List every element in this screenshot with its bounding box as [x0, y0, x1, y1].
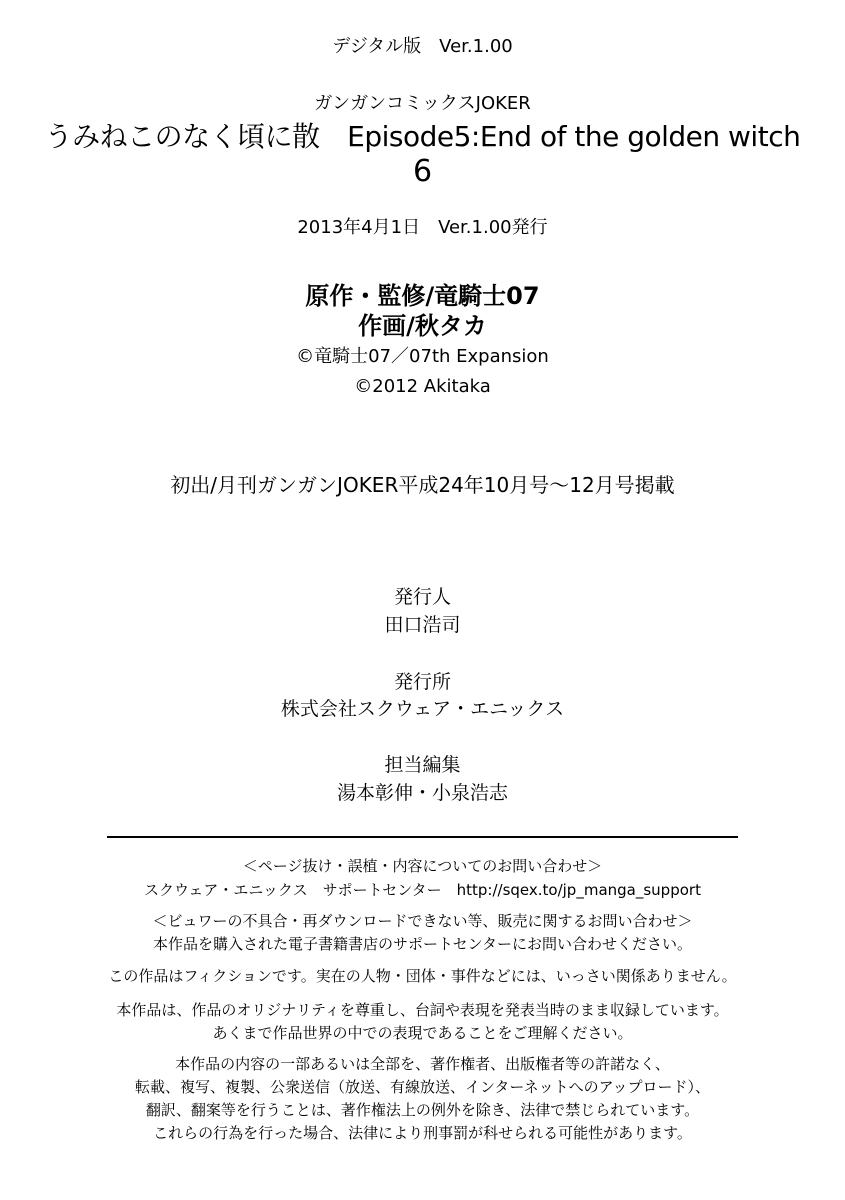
publisher-label: 発行人 [393, 586, 451, 608]
divider [107, 836, 738, 838]
original-credit: 原作・監修/竜騎士07 [305, 282, 540, 310]
viewer-header: ＜ビュワーの不具合・再ダウンロードできない等、販売に関するお問い合わせ＞ [152, 912, 693, 930]
volume-number: 6 [412, 154, 433, 189]
copyright-notice-1: 本作品の内容の一部あるいは全部を、著作権者、出版権者等の許諾なく、 [175, 1055, 670, 1073]
originality-notice-2: あくまで作品世界の中での表現であることをご理解ください。 [212, 1024, 633, 1042]
company-label: 発行所 [393, 671, 451, 693]
copyright-line-1: ©竜騎士07／07th Expansion [296, 346, 549, 367]
edition-label: デジタル版 Ver.1.00 [332, 36, 513, 57]
publisher-name: 田口浩司 [384, 614, 461, 636]
first-appearance: 初出/月刊ガンガンJOKER平成24年10月号～12月号掲載 [170, 473, 675, 497]
fiction-notice: この作品はフィクションです。実在の人物・団体・事件などには、いっさい関係ありません。 [108, 967, 737, 985]
editor-label: 担当編集 [384, 754, 461, 776]
inquiry-header: ＜ページ抜け・誤植・内容についてのお問い合わせ＞ [242, 857, 603, 875]
company-name: 株式会社スクウェア・エニックス [280, 698, 565, 720]
publish-date: 2013年4月1日 Ver.1.00発行 [297, 217, 548, 238]
book-title: うみねこのなく頃に散 Episode5:End of the golden witch [44, 120, 801, 153]
copyright-notice-2: 転載、複写、複製、公衆送信（放送、有線放送、インターネットへのアップロード）、 [134, 1078, 711, 1096]
art-credit: 作画/秋タカ [358, 312, 487, 340]
originality-notice-1: 本作品は、作品のオリジナリティを尊重し、台詞や表現を発表当時のまま収録しています。 [116, 1001, 729, 1019]
copyright-notice-4: これらの行為を行った場合、法律により刑事罰が科せられる可能性があります。 [153, 1124, 692, 1142]
series-label: ガンガンコミックスJOKER [314, 93, 531, 114]
viewer-contact: 本作品を購入された電子書籍書店のサポートセンターにお問い合わせください。 [153, 935, 692, 953]
inquiry-contact: スクウェア・エニックス サポートセンター http://sqex.to/jp_manga_support [144, 881, 701, 899]
copyright-notice-3: 翻訳、翻案等を行うことは、著作権法上の例外を除き、法律で禁じられています。 [145, 1101, 700, 1119]
editor-names: 湯本彰伸・小泉浩志 [336, 782, 508, 804]
copyright-line-2: ©2012 Akitaka [354, 376, 491, 397]
